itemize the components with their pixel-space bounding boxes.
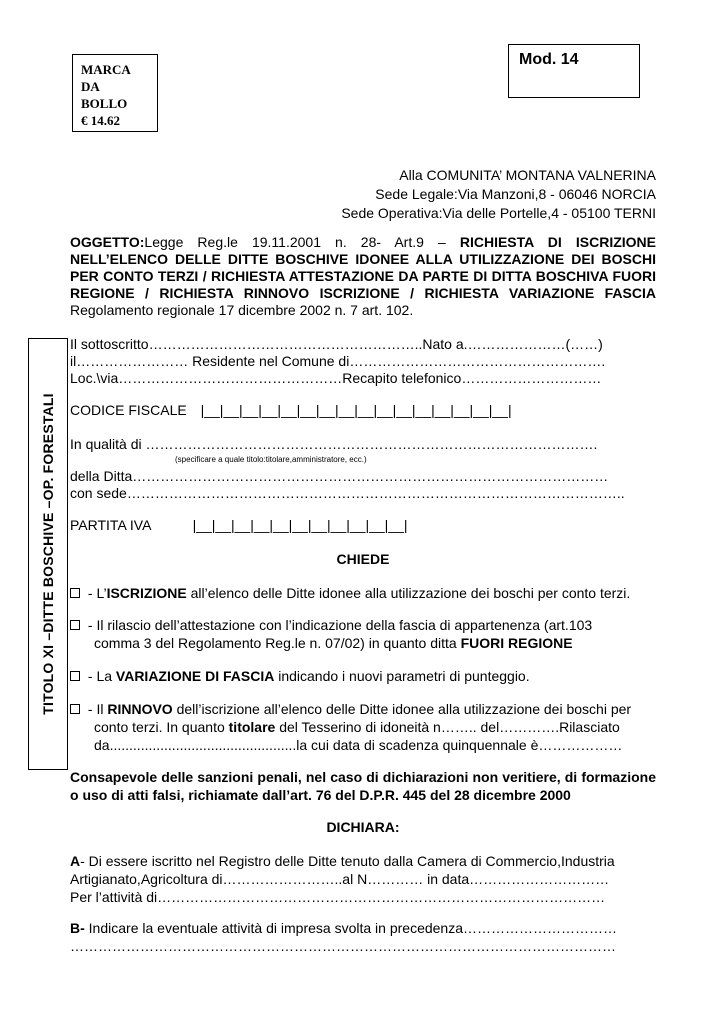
option-bold: ISCRIZIONE bbox=[106, 585, 187, 601]
sede-line: con sede…………………………………………………………………………………………….. bbox=[70, 485, 625, 501]
qualita-note: (specificare a quale titolo:titolare,amministratore, ecc.) bbox=[175, 455, 367, 464]
stamp-line: € 14.62 bbox=[81, 113, 120, 128]
side-title-box bbox=[28, 338, 68, 770]
side-title: TITOLO XI –DITTE BOSCHIVE –OP. FORESTALI bbox=[40, 393, 56, 715]
ditta-line: della Ditta………………………………………………………………………………………… bbox=[70, 468, 609, 484]
subject-text: Legge Reg.le 19.11.2001 n. 28- Art.9 – bbox=[144, 234, 460, 250]
section-a-text: Per l’attività di…………………………………………………………………………………… bbox=[70, 889, 606, 905]
consapevole-paragraph: Consapevole delle sanzioni penali, nel caso di dichiarazioni non veritiere, di formazione o uso di atti falsi, richiamate dall’art. 76 del D.P.R. 445 del 28 dicembre 2000 bbox=[70, 769, 656, 803]
section-b bbox=[70, 919, 660, 955]
localita-line: Loc.\via…………………………………………Recapito telefonico………………………… bbox=[70, 370, 602, 386]
model-box bbox=[508, 44, 640, 98]
address-line: Sede Legale:Via Manzoni,8 - 06046 NORCIA bbox=[375, 186, 656, 202]
checkbox-rinnovo[interactable] bbox=[70, 704, 80, 714]
recipient-address bbox=[341, 166, 656, 223]
subject-paragraph bbox=[70, 234, 656, 319]
checkbox-iscrizione[interactable] bbox=[70, 588, 80, 598]
stamp-line: MARCA bbox=[81, 62, 131, 77]
checkbox-variazione[interactable] bbox=[70, 671, 80, 681]
section-b-label: B- bbox=[70, 920, 85, 936]
marca-da-bollo-box bbox=[72, 54, 158, 132]
option-bold: RINNOVO bbox=[107, 701, 173, 717]
dichiara-heading: DICHIARA: bbox=[326, 819, 400, 835]
partita-iva-row bbox=[70, 517, 408, 533]
option-text: - L’ bbox=[84, 585, 107, 601]
option-text: dell’iscrizione all’elenco delle Ditte idonee alla utilizzazione dei boschi per bbox=[172, 701, 632, 717]
residenza-line: il…………………… Residente nel Comune di………………………………………………. bbox=[70, 353, 606, 369]
option-text: del Tesserino di idoneità n…….. del………….Rilasciato bbox=[275, 719, 620, 735]
option-text: da................................................la cui data di scadenza quinquennale è……………… bbox=[94, 737, 623, 753]
option-text: all’elenco delle Ditte idonee alla utilizzazione dei boschi per conto terzi. bbox=[186, 585, 631, 601]
checkbox-attestazione[interactable] bbox=[70, 620, 80, 630]
section-a-text: - Di essere iscritto nel Registro delle Ditte tenuto dalla Camera di Commercio,Industria bbox=[80, 853, 615, 869]
option-text: - Il bbox=[84, 701, 108, 717]
option-variazione bbox=[70, 667, 660, 685]
section-a-label: A bbox=[70, 853, 81, 869]
option-bold: titolare bbox=[228, 719, 276, 735]
option-text: conto terzi. In quanto bbox=[94, 719, 229, 735]
stamp-line: DA bbox=[81, 79, 100, 94]
codice-fiscale-boxes: |__|__|__|__|__|__|__|__|__|__|__|__|__|__|__|__| bbox=[200, 402, 512, 418]
qualita-line: In qualità di ……………………………………………………………………………………. bbox=[70, 436, 598, 452]
section-a-text: Artigianato,Agricoltura di……………………..al N………… in data………………………… bbox=[70, 871, 610, 887]
option-bold: FUORI REGIONE bbox=[460, 635, 573, 651]
option-text: indicando i nuovi parametri di punteggio. bbox=[274, 668, 530, 684]
section-b-text: ……………………………………………………………………………………………………… bbox=[70, 938, 616, 954]
option-attestazione bbox=[70, 616, 660, 652]
subject-regulation: Regolamento regionale 17 dicembre 2002 n. 7 art. 102. bbox=[70, 302, 414, 318]
option-text: - Il rilascio dell’attestazione con l’indicazione della fascia di appartenenza (art.103 bbox=[84, 617, 593, 633]
option-iscrizione bbox=[70, 584, 660, 602]
codice-fiscale-row bbox=[70, 402, 512, 418]
stamp-line: BOLLO bbox=[81, 96, 128, 111]
subject-bold: RICHIESTA DI ISCRIZIONE NELL’ELENCO DELLE DITTE BOSCHIVE IDONEE ALLA UTILIZZAZIONE DEI BOSCHI PER CONTO TERZI / RICHIESTA ATTESTAZIONE DA PARTE DI DITTA BOSCHIVA FUORI REGIONE / RICHIESTA RINNOVO ISCRIZIONE / RICHIESTA VARIAZIONE FASCIA bbox=[70, 234, 656, 301]
section-a bbox=[70, 852, 660, 906]
subject-label: OGGETTO: bbox=[70, 234, 145, 250]
sottoscritto-line: Il sottoscritto…………………………………………………..Nato a.…………………(……) bbox=[70, 336, 603, 352]
section-b-text: Indicare la eventuale attività di impresa svolta in precedenza…………………………… bbox=[84, 920, 617, 936]
codice-fiscale-label: CODICE FISCALE bbox=[70, 402, 187, 418]
partita-iva-boxes: |__|__|__|__|__|__|__|__|__|__|__| bbox=[192, 517, 408, 533]
option-text: comma 3 del Regolamento Reg.le n. 07/02) in quanto ditta bbox=[94, 635, 461, 651]
chiede-heading: CHIEDE bbox=[336, 551, 390, 567]
address-line: Sede Operativa:Via delle Portelle,4 - 05100 TERNI bbox=[341, 205, 656, 221]
model-number: Mod. 14 bbox=[519, 51, 579, 68]
address-line: Alla COMUNITA’ MONTANA VALNERINA bbox=[399, 167, 656, 183]
option-text: - La bbox=[84, 668, 116, 684]
option-bold: VARIAZIONE DI FASCIA bbox=[115, 668, 275, 684]
partita-iva-label: PARTITA IVA bbox=[70, 517, 151, 533]
option-rinnovo bbox=[70, 700, 660, 754]
